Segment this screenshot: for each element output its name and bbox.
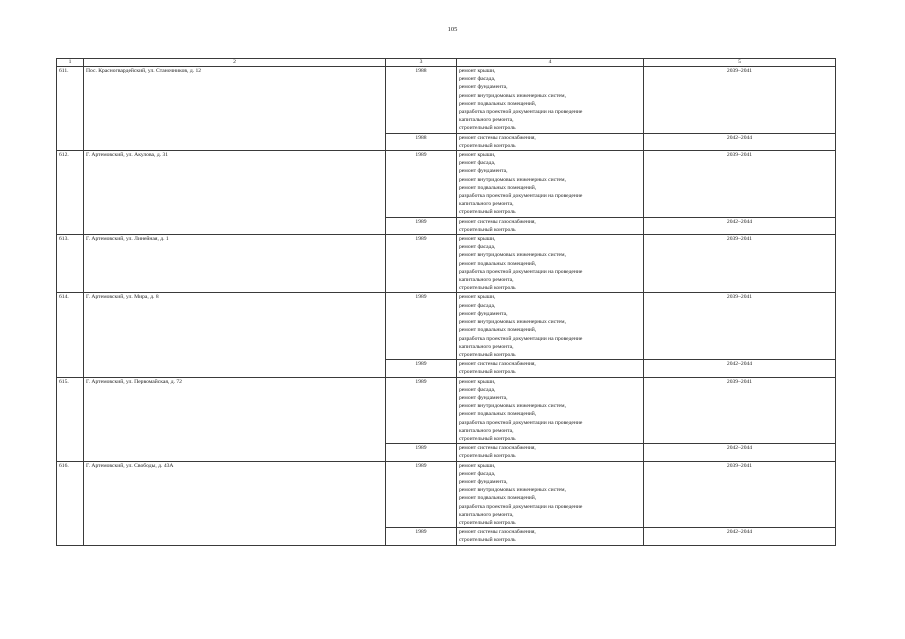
row-number: 612. bbox=[57, 151, 84, 235]
repair-works-list bbox=[457, 67, 644, 134]
repair-period: 2039–2041 bbox=[644, 151, 836, 218]
repair-work-item: ремонт подвальных помещений, bbox=[459, 495, 537, 502]
repair-works-list bbox=[457, 293, 644, 360]
repair-work-item: строительный контроль bbox=[459, 435, 516, 442]
commission-year: 1989 bbox=[386, 528, 457, 545]
row-number: 614. bbox=[57, 293, 84, 377]
repair-works-list bbox=[457, 444, 644, 461]
repair-work-item: ремонт системы газоснабжения, bbox=[459, 529, 536, 536]
repair-work-item: капитального ремонта, bbox=[459, 427, 514, 434]
repair-work-item: ремонт фасада, bbox=[459, 244, 496, 251]
repair-period: 2039–2041 bbox=[644, 235, 836, 293]
column-header-1: 1 bbox=[57, 59, 84, 67]
commission-year: 1989 bbox=[386, 217, 457, 234]
commission-year: 1989 bbox=[386, 461, 457, 528]
repair-work-item: ремонт фасада, bbox=[459, 386, 496, 393]
repair-work-item: ремонт фундамента, bbox=[459, 394, 508, 401]
repair-work-item: строительный контроль bbox=[459, 125, 516, 132]
repair-work-item: ремонт фундамента, bbox=[459, 478, 508, 485]
repair-work-item: ремонт фундамента, bbox=[459, 84, 508, 91]
row-number: 611. bbox=[57, 67, 84, 151]
repair-work-item: строительный контроль bbox=[459, 285, 516, 292]
commission-year: 1989 bbox=[386, 360, 457, 377]
commission-year: 1989 bbox=[386, 444, 457, 461]
repair-work-item: ремонт внутридомовых инженерных систем, bbox=[459, 319, 566, 326]
repair-period: 2039–2041 bbox=[644, 377, 836, 444]
commission-year: 1989 bbox=[386, 377, 457, 444]
repair-work-item: ремонт внутридомовых инженерных систем, bbox=[459, 92, 566, 99]
repair-period: 2039–2041 bbox=[644, 293, 836, 360]
repair-work-item: строительный контроль bbox=[459, 142, 516, 149]
repair-work-item: ремонт внутридомовых инженерных систем, bbox=[459, 252, 566, 259]
repair-work-item: ремонт внутридомовых инженерных систем, bbox=[459, 487, 566, 494]
repair-works-list bbox=[457, 151, 644, 218]
building-address: Г. Артемовский, ул. Акулова, д. 31 bbox=[84, 151, 386, 235]
repair-work-item: строительный контроль bbox=[459, 537, 516, 544]
column-header-4: 4 bbox=[457, 59, 644, 67]
repair-work-item: ремонт фасада, bbox=[459, 76, 496, 83]
repair-work-item: разработка проектной документации на проведение bbox=[459, 503, 583, 510]
table-row bbox=[57, 461, 836, 528]
repair-work-item: капитального ремонта, bbox=[459, 117, 514, 124]
building-address: Пос. Красногвардейский, ул. Станочников, д. 12 bbox=[84, 67, 386, 151]
repair-period: 2039–2041 bbox=[644, 67, 836, 134]
repair-work-item: ремонт фасада, bbox=[459, 470, 496, 477]
repair-work-item: ремонт системы газоснабжения, bbox=[459, 134, 536, 141]
column-number-row bbox=[57, 59, 836, 67]
repair-work-item: ремонт системы газоснабжения, bbox=[459, 218, 536, 225]
repair-work-item: ремонт фундамента, bbox=[459, 168, 508, 175]
repair-period: 2042–2044 bbox=[644, 360, 836, 377]
repair-work-item: строительный контроль bbox=[459, 209, 516, 216]
building-address: Г. Артемовский, ул. Линейная, д. 1 bbox=[84, 235, 386, 293]
repair-work-item: строительный контроль bbox=[459, 519, 516, 526]
repair-work-item: ремонт фасада, bbox=[459, 302, 496, 309]
commission-year: 1988 bbox=[386, 133, 457, 150]
repair-period: 2039–2041 bbox=[644, 461, 836, 528]
building-address: Г. Артемовский, ул. Первомайская, д. 72 bbox=[84, 377, 386, 461]
repair-work-item: ремонт внутридомовых инженерных систем, bbox=[459, 403, 566, 410]
repair-work-item: ремонт системы газоснабжения, bbox=[459, 445, 536, 452]
commission-year: 1989 bbox=[386, 235, 457, 293]
repair-work-item: ремонт подвальных помещений, bbox=[459, 327, 537, 334]
repair-period: 2042–2044 bbox=[644, 133, 836, 150]
page-number: 105 bbox=[447, 26, 458, 33]
repair-works-list bbox=[457, 133, 644, 150]
repair-work-item: разработка проектной документации на проведение bbox=[459, 335, 583, 342]
table-row bbox=[57, 151, 836, 218]
repair-work-item: строительный контроль bbox=[459, 226, 516, 233]
repair-works-list bbox=[457, 360, 644, 377]
repair-work-item: ремонт крыши, bbox=[459, 378, 496, 385]
repair-work-item: разработка проектной документации на проведение bbox=[459, 193, 583, 200]
repair-works-list bbox=[457, 377, 644, 444]
repair-period: 2042–2044 bbox=[644, 528, 836, 545]
repair-work-item: капитального ремонта, bbox=[459, 343, 514, 350]
repair-work-item: разработка проектной документации на проведение bbox=[459, 268, 583, 275]
repair-work-item: ремонт подвальных помещений, bbox=[459, 260, 537, 267]
building-address: Г. Артемовский, ул. Свободы, д. 43А bbox=[84, 461, 386, 545]
commission-year: 1989 bbox=[386, 151, 457, 218]
repair-work-item: ремонт крыши, bbox=[459, 236, 496, 243]
repair-work-item: капитального ремонта, bbox=[459, 201, 514, 208]
table-row bbox=[57, 293, 836, 360]
repair-work-item: ремонт фундамента, bbox=[459, 310, 508, 317]
repair-work-item: разработка проектной документации на проведение bbox=[459, 109, 583, 116]
repair-work-item: ремонт фасада, bbox=[459, 160, 496, 167]
row-number: 615. bbox=[57, 377, 84, 461]
repair-work-item: ремонт подвальных помещений, bbox=[459, 411, 537, 418]
repair-work-item: капитального ремонта, bbox=[459, 277, 514, 284]
repair-works-list bbox=[457, 235, 644, 293]
repair-work-item: разработка проектной документации на проведение bbox=[459, 419, 583, 426]
repair-work-item: ремонт крыши, bbox=[459, 294, 496, 301]
repair-work-item: ремонт внутридомовых инженерных систем, bbox=[459, 176, 566, 183]
table-body bbox=[57, 59, 836, 546]
table-row bbox=[57, 377, 836, 444]
column-header-2: 2 bbox=[84, 59, 386, 67]
repair-period: 2042–2044 bbox=[644, 217, 836, 234]
repair-work-item: ремонт системы газоснабжения, bbox=[459, 361, 536, 368]
commission-year: 1988 bbox=[386, 67, 457, 134]
repair-work-item: ремонт подвальных помещений, bbox=[459, 100, 537, 107]
repair-work-item: ремонт крыши, bbox=[459, 152, 496, 159]
repair-period: 2042–2044 bbox=[644, 444, 836, 461]
repair-work-item: строительный контроль bbox=[459, 453, 516, 460]
column-header-5: 5 bbox=[644, 59, 836, 67]
repair-works-list bbox=[457, 461, 644, 528]
repair-work-item: ремонт крыши, bbox=[459, 68, 496, 74]
row-number: 613. bbox=[57, 235, 84, 293]
column-header-3: 3 bbox=[386, 59, 457, 67]
repair-schedule-table bbox=[56, 58, 836, 546]
table-row bbox=[57, 67, 836, 134]
repair-work-item: строительный контроль bbox=[459, 351, 516, 358]
repair-work-item: ремонт подвальных помещений, bbox=[459, 184, 537, 191]
repair-work-item: строительный контроль bbox=[459, 369, 516, 376]
table-row bbox=[57, 235, 836, 293]
row-number: 616. bbox=[57, 461, 84, 545]
building-address: Г. Артемовский, ул. Мира, д. 8 bbox=[84, 293, 386, 377]
repair-work-item: ремонт крыши, bbox=[459, 462, 496, 469]
repair-work-item: капитального ремонта, bbox=[459, 511, 514, 518]
repair-works-list bbox=[457, 217, 644, 234]
commission-year: 1989 bbox=[386, 293, 457, 360]
repair-works-list bbox=[457, 528, 644, 545]
